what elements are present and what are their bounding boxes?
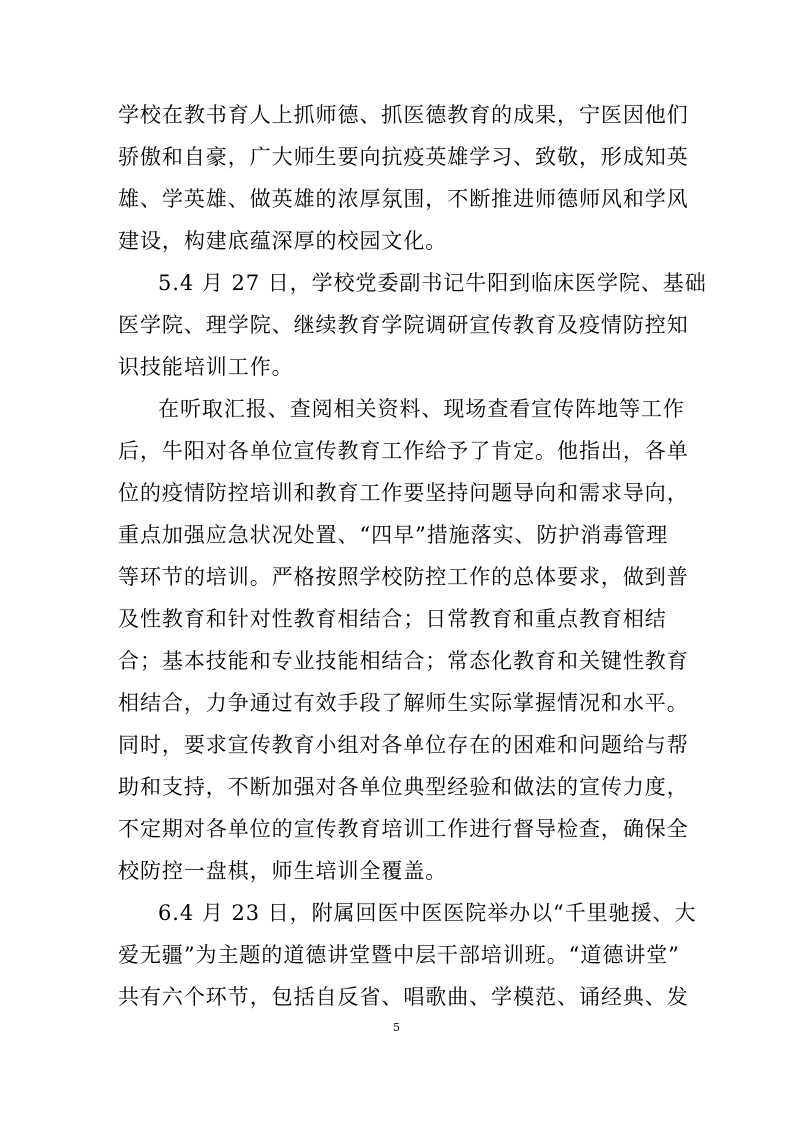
- text-line: 医学院、理学院、继续教育学院调研宣传教育及疫情防控知: [118, 313, 689, 337]
- text-line: 后，牛阳对各单位宣传教育工作给予了肯定。他指出，各单: [118, 439, 689, 463]
- text-line: 学校在教书育人上抓师德、抓医德教育的成果，宁医因他们: [118, 103, 689, 127]
- text-line: 共有六个环节，包括自反省、唱歌曲、学模范、诵经典、发: [118, 985, 689, 1009]
- text-line: 及性教育和针对性教育相结合；日常教育和重点教育相结: [118, 607, 667, 631]
- body-text: [118, 94, 707, 1018]
- page-number: 5: [393, 1021, 400, 1034]
- text-line: 6.4 月 23 日，附属回医中医医院举办以“千里驰援、大: [158, 901, 697, 925]
- text-line: 同时，要求宣传教育小组对各单位存在的困难和问题给与帮: [118, 733, 689, 757]
- text-line: 重点加强应急状况处置、“四早”措施落实、防护消毒管理: [118, 523, 669, 547]
- text-line: 位的疫情防控培训和教育工作要坚持问题导向和需求导向，: [118, 481, 689, 505]
- text-line: 相结合，力争通过有效手段了解师生实际掌握情况和水平。: [118, 691, 689, 715]
- text-line: 等环节的培训。严格按照学校防控工作的总体要求，做到普: [118, 565, 689, 589]
- text-line: 在听取汇报、查阅相关资料、现场查看宣传阵地等工作: [158, 397, 685, 421]
- text-line: 不定期对各单位的宣传教育培训工作进行督导检查，确保全: [118, 817, 689, 841]
- text-line: 合；基本技能和专业技能相结合；常态化教育和关键性教育: [118, 649, 689, 673]
- text-line: 爱无疆”为主题的道德讲堂暨中层干部培训班。“道德讲堂”: [118, 943, 680, 967]
- text-line: 骄傲和自豪，广大师生要向抗疫英雄学习、致敬，形成知英: [118, 145, 689, 169]
- text-line: 助和支持，不断加强对各单位典型经验和做法的宣传力度，: [118, 775, 689, 799]
- text-line: 5.4 月 27 日，学校党委副书记牛阳到临床医学院、基础: [158, 271, 707, 295]
- text-line: 校防控一盘棋，师生培训全覆盖。: [118, 859, 448, 883]
- text-line: 识技能培训工作。: [118, 355, 294, 379]
- text-line: 雄、学英雄、做英雄的浓厚氛围，不断推进师德师风和学风: [118, 187, 689, 211]
- text-line: 建设，构建底蕴深厚的校园文化。: [118, 229, 448, 253]
